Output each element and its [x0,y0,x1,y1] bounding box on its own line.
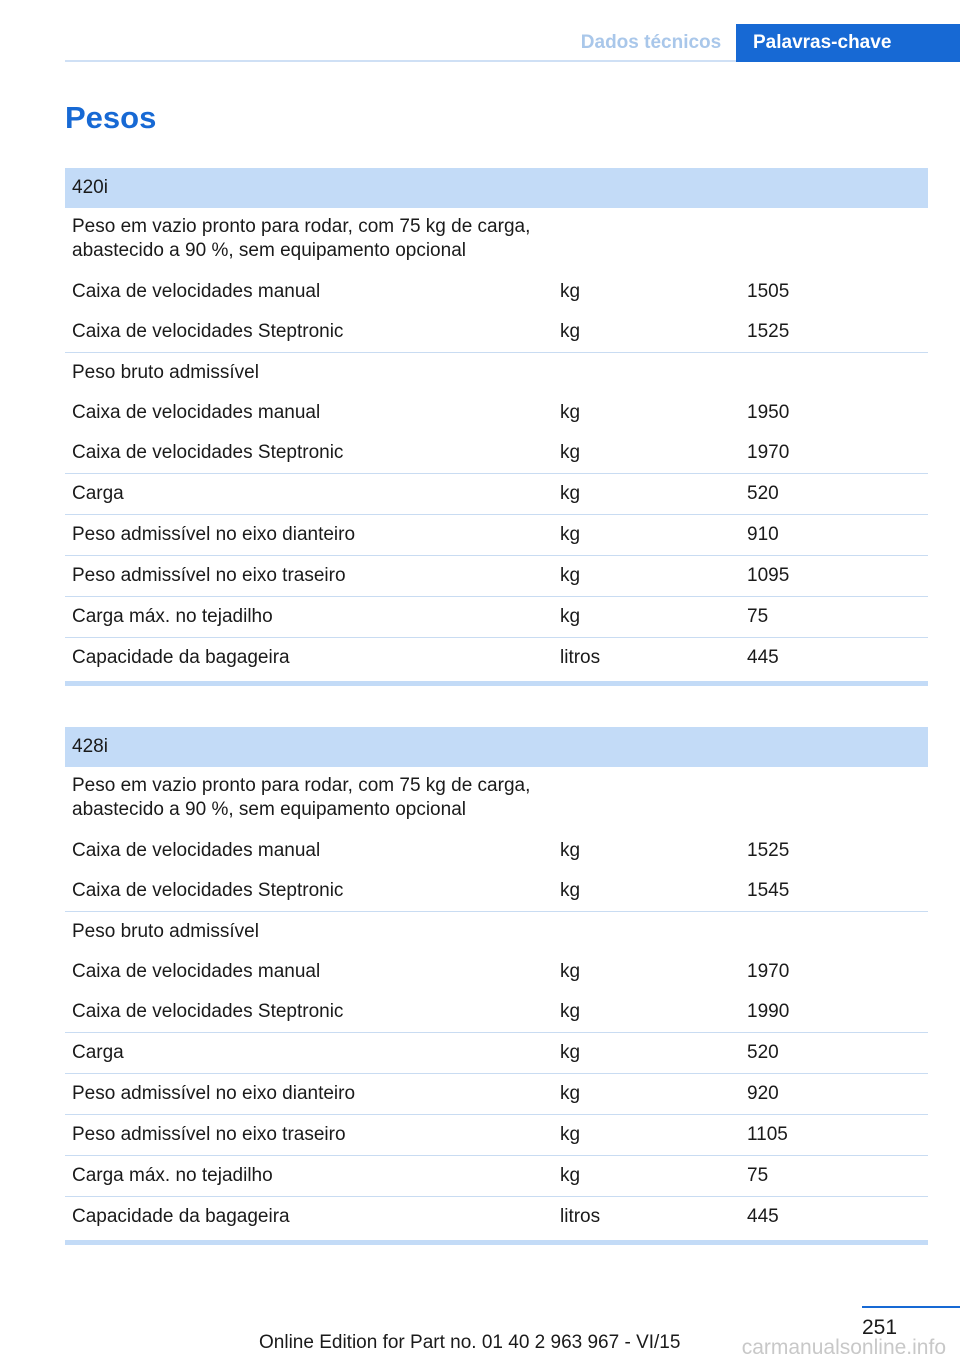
row-label: Caixa de velocidades Steptronic [72,321,344,342]
row-label: Peso admissível no eixo traseiro [65,556,553,597]
footer-rule [862,1306,960,1308]
row-value: 520 [740,474,928,515]
table-row [65,208,928,272]
table-row [65,767,928,831]
row-unit [553,208,740,272]
row-value: 1505 [747,281,790,302]
table-row [65,1074,928,1115]
row-unit: kg [553,1033,740,1074]
row-label: Carga máx. no tejadilho [65,1156,553,1197]
table-row [65,1033,928,1074]
tab-dados-tecnicos[interactable]: Dados técnicos [580,32,722,53]
table-bottom-rule [65,681,928,686]
page-title: Pesos [65,100,157,135]
row-unit: kg [560,402,581,423]
row-label: Carga [65,474,553,515]
tab-palavras-chave[interactable]: Palavras-chave [736,24,960,62]
row-label: Peso em vazio pronto para rodar, com 75 kg de carga, abastecido a 90 %, sem equipamento opcional [72,216,531,261]
table-row [65,312,928,353]
row-label: Caixa de velocidades manual [72,840,321,861]
row-value: 920 [740,1074,928,1115]
page-number: 251 [862,1316,898,1339]
row-unit: kg [553,556,740,597]
row-unit: kg [560,321,581,342]
row-label: Peso bruto admissível [65,353,553,394]
row-label: Caixa de velocidades Steptronic [72,880,344,901]
table-row [65,597,928,638]
row-unit [553,353,740,394]
row-unit: kg [560,880,581,901]
watermark: carmanualsonline.info [741,1336,946,1359]
row-value: 520 [740,1033,928,1074]
row-value: 445 [740,638,928,679]
row-unit: kg [560,1001,581,1022]
table-row [65,474,928,515]
row-value [740,912,928,953]
row-value: 1970 [747,442,790,463]
row-value: 1950 [747,402,790,423]
table-row [65,1115,928,1156]
row-value [740,208,928,272]
row-unit [553,912,740,953]
row-value [740,767,928,831]
row-label: Peso admissível no eixo dianteiro [65,1074,553,1115]
row-value: 75 [740,1156,928,1197]
row-value: 1525 [747,840,790,861]
table-row [65,353,928,394]
row-label: Caixa de velocidades manual [72,961,321,982]
row-value: 1990 [747,1001,790,1022]
weights-table-428i [65,727,928,1245]
row-value: 1545 [747,880,790,901]
row-label: Caixa de velocidades Steptronic [72,1001,344,1022]
table-row [65,1156,928,1197]
table-row [65,912,928,953]
row-value: 75 [740,597,928,638]
row-unit: kg [553,1074,740,1115]
row-label: Carga máx. no tejadilho [65,597,553,638]
table-row [65,831,928,871]
row-unit: kg [560,961,581,982]
table-bottom-rule [65,1240,928,1245]
row-label: Peso admissível no eixo traseiro [65,1115,553,1156]
row-unit: kg [553,1156,740,1197]
row-value: 1095 [740,556,928,597]
row-value: 445 [740,1197,928,1238]
table-row [65,1197,928,1238]
row-value [740,353,928,394]
row-label: Capacidade da bagageira [65,1197,553,1238]
row-label: Caixa de velocidades manual [72,281,321,302]
table-row [65,952,928,992]
row-label: Caixa de velocidades Steptronic [72,442,344,463]
row-label: Carga [65,1033,553,1074]
row-value: 1105 [740,1115,928,1156]
table-row [65,515,928,556]
weights-table-420i [65,168,928,686]
table-row [65,272,928,312]
row-unit [553,767,740,831]
row-label: Peso admissível no eixo dianteiro [65,515,553,556]
row-unit: litros [553,1197,740,1238]
edition-text: Online Edition for Part no. 01 40 2 963 967 - VI/15 [259,1332,681,1353]
row-unit: litros [553,638,740,679]
table-row [65,992,928,1033]
table-row [65,871,928,912]
row-unit: kg [560,840,581,861]
row-value: 910 [740,515,928,556]
row-unit: kg [553,597,740,638]
table-row [65,433,928,474]
row-label: Peso em vazio pronto para rodar, com 75 kg de carga, abastecido a 90 %, sem equipamento opcional [72,775,531,820]
row-unit: kg [553,515,740,556]
table-row [65,556,928,597]
row-unit: kg [560,442,581,463]
row-label: Peso bruto admissível [65,912,553,953]
row-value: 1970 [747,961,790,982]
table-row [65,393,928,433]
row-unit: kg [553,1115,740,1156]
table-header-model: 428i [65,727,928,767]
table-header-model: 420i [65,168,928,208]
row-unit: kg [553,474,740,515]
row-value: 1525 [747,321,790,342]
row-label: Caixa de velocidades manual [72,402,321,423]
row-label: Capacidade da bagageira [65,638,553,679]
row-unit: kg [560,281,581,302]
table-row [65,638,928,679]
